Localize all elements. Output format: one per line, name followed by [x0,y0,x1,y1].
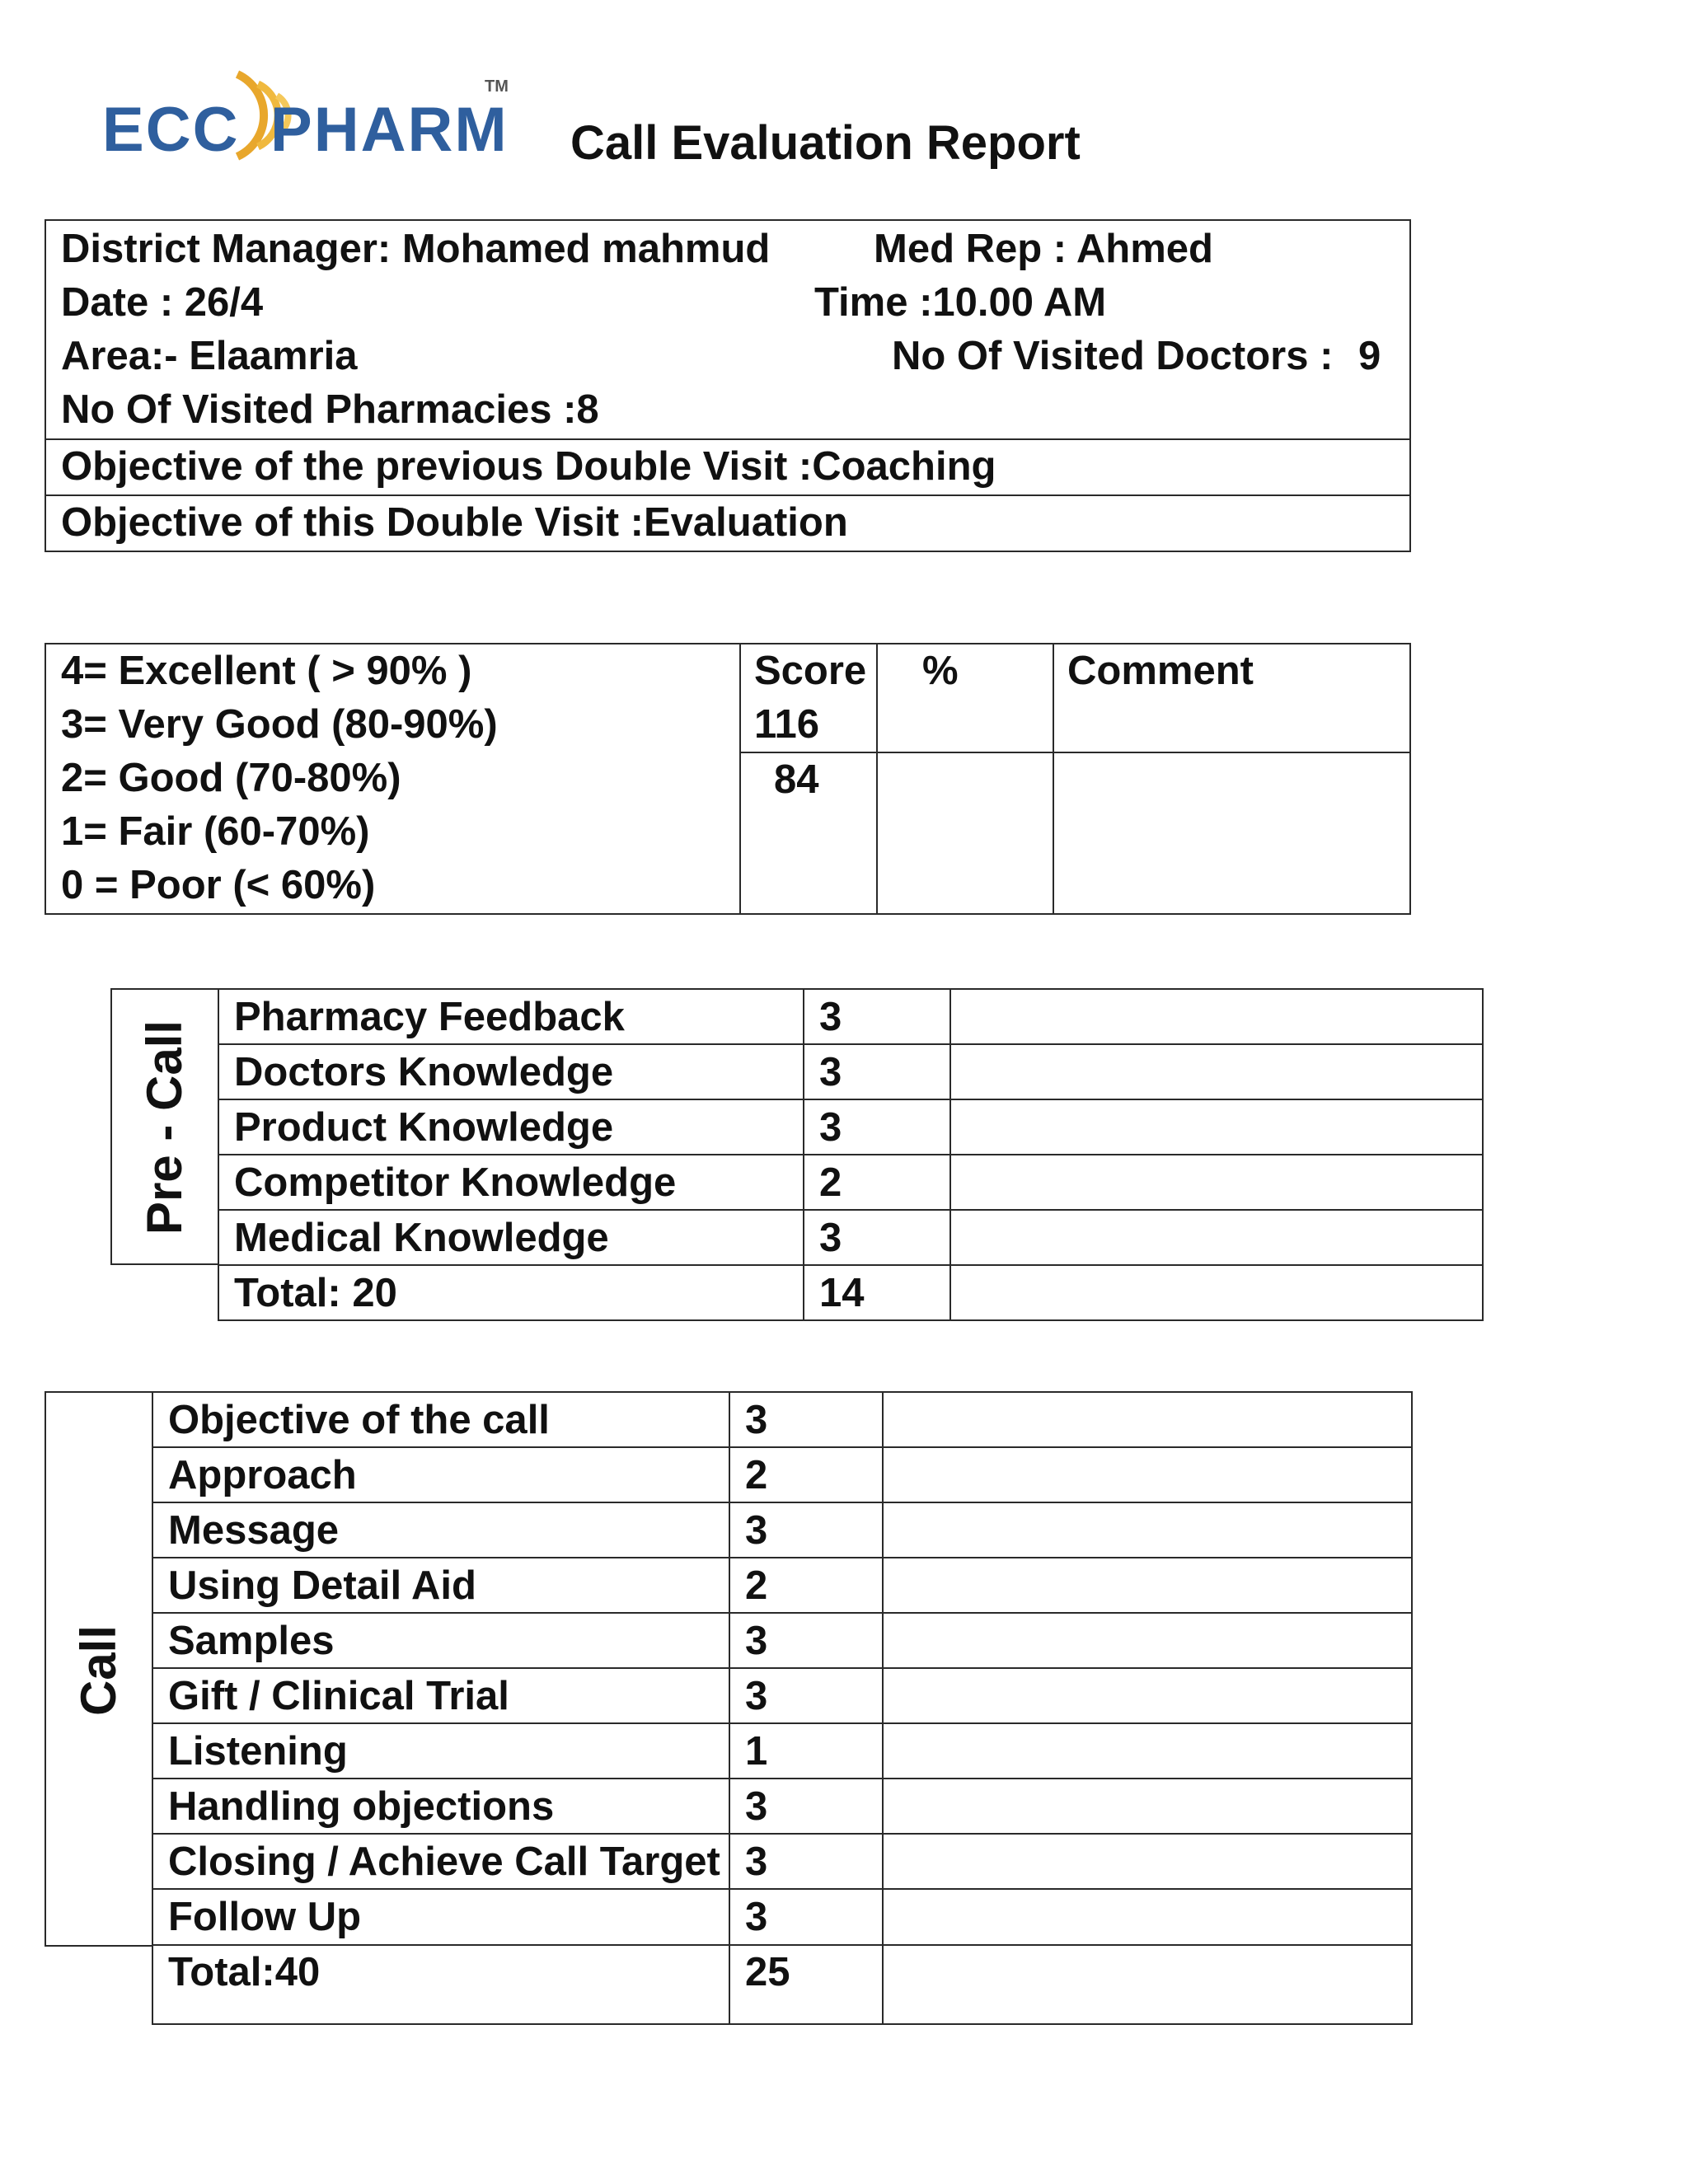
table-row [152,1613,1412,1668]
criterion-score: 3 [729,1392,883,1447]
criterion: Medical Knowledge [218,1210,804,1265]
criterion: Objective of the call [152,1392,729,1447]
total-label: Total:40 [152,1945,729,2024]
area: Area:- Elaamria [61,334,358,378]
table-row [152,1668,1412,1723]
page-title: Call Evaluation Report [570,116,1081,170]
divider [46,438,1409,440]
rating-level: 3= Very Good (80-90%) [61,702,498,747]
visited-pharmacies: No Of Visited Pharmacies :8 [61,387,599,432]
score-total: 116 [754,702,820,747]
table-row [152,1392,1412,1447]
criterion-comment [883,1723,1412,1779]
criterion-comment [883,1392,1412,1447]
criterion-score: 2 [729,1447,883,1502]
table-row [218,1044,1483,1099]
call-label-cell [45,1391,153,1947]
criterion-comment [950,989,1483,1044]
criterion-score: 3 [729,1889,883,1945]
score-header: Score [754,649,867,693]
table-row [152,1723,1412,1779]
rating-level: 0 = Poor (< 60%) [61,863,376,907]
criterion: Using Detail Aid [152,1558,729,1613]
divider [46,494,1409,496]
criterion-comment [883,1558,1412,1613]
table-row [218,1210,1483,1265]
criterion: Doctors Knowledge [218,1044,804,1099]
header-info-box [45,219,1411,552]
visit-date: Date : 26/4 [61,280,264,325]
total-label: Total: 20 [218,1265,804,1320]
percent-header: % [922,649,959,693]
rating-level: 2= Good (70-80%) [61,756,401,800]
comment-header-cell [1053,643,1411,753]
district-manager: District Manager: Mohamed mahmud [61,227,771,271]
criterion-score: 2 [729,1558,883,1613]
total-comment [950,1265,1483,1320]
criterion-comment [883,1834,1412,1889]
pre-call-label-cell [110,988,219,1265]
table-row [152,1779,1412,1834]
percent-value-cell [876,752,1054,915]
criterion-comment [950,1044,1483,1099]
pre-call-table [218,988,1484,1321]
criterion: Competitor Knowledge [218,1155,804,1210]
total-row [152,1945,1412,2024]
criterion-comment [883,1447,1412,1502]
total-score: 14 [804,1265,950,1320]
criterion: Samples [152,1613,729,1668]
criterion-score: 3 [729,1613,883,1668]
previous-objective: Objective of the previous Double Visit :Coaching [61,444,996,489]
visited-doctors-value: 9 [1358,334,1381,378]
criterion-score: 3 [729,1502,883,1558]
criterion: Handling objections [152,1779,729,1834]
call-table [152,1391,1413,2025]
criterion-score: 2 [804,1155,950,1210]
criterion-comment [883,1668,1412,1723]
rating-scale-box [45,643,1411,915]
table-row [218,1155,1483,1210]
current-objective: Objective of this Double Visit :Evaluation [61,500,848,545]
rating-legend [45,643,741,915]
criterion-score: 3 [729,1779,883,1834]
criterion-comment [950,1099,1483,1155]
table-row [218,989,1483,1044]
rating-level: 4= Excellent ( > 90% ) [61,649,472,693]
criterion: Approach [152,1447,729,1502]
visit-time: Time :10.00 AM [814,280,1107,325]
table-row [152,1834,1412,1889]
logo-text-left: ECC [102,95,240,165]
percent-header-cell [876,643,1054,753]
logo-trademark: TM [485,77,509,96]
visited-doctors-label: No Of Visited Doctors : [892,334,1334,378]
criterion: Pharmacy Feedback [218,989,804,1044]
score-value-cell [739,752,878,915]
criterion: Listening [152,1723,729,1779]
criterion: Gift / Clinical Trial [152,1668,729,1723]
table-row [152,1447,1412,1502]
criterion-comment [883,1613,1412,1668]
criterion: Message [152,1502,729,1558]
comment-value-cell [1053,752,1411,915]
criterion-comment [950,1210,1483,1265]
criterion: Closing / Achieve Call Target [152,1834,729,1889]
company-logo [97,59,542,175]
criterion-score: 3 [804,1044,950,1099]
criterion-comment [950,1155,1483,1210]
criterion-score: 3 [804,989,950,1044]
rating-level: 1= Fair (60-70%) [61,809,370,854]
criterion-comment [883,1502,1412,1558]
criterion-comment [883,1889,1412,1945]
criterion-score: 3 [804,1099,950,1155]
table-row [218,1099,1483,1155]
table-row [152,1889,1412,1945]
table-row [152,1502,1412,1558]
score-value: 84 [774,757,819,802]
criterion: Follow Up [152,1889,729,1945]
criterion-comment [883,1779,1412,1834]
criterion-score: 1 [729,1723,883,1779]
criterion: Product Knowledge [218,1099,804,1155]
pre-call-label: Pre - Call [137,1019,192,1235]
total-comment [883,1945,1412,2024]
total-row [218,1265,1483,1320]
criterion-score: 3 [804,1210,950,1265]
comment-header: Comment [1067,649,1254,693]
criterion-score: 3 [729,1668,883,1723]
call-label: Call [71,1624,126,1717]
med-rep: Med Rep : Ahmed [874,227,1213,271]
criterion-score: 3 [729,1834,883,1889]
total-score: 25 [729,1945,883,2024]
score-header-cell [739,643,878,753]
logo-text-right: PHARM [270,95,509,165]
table-row [152,1558,1412,1613]
